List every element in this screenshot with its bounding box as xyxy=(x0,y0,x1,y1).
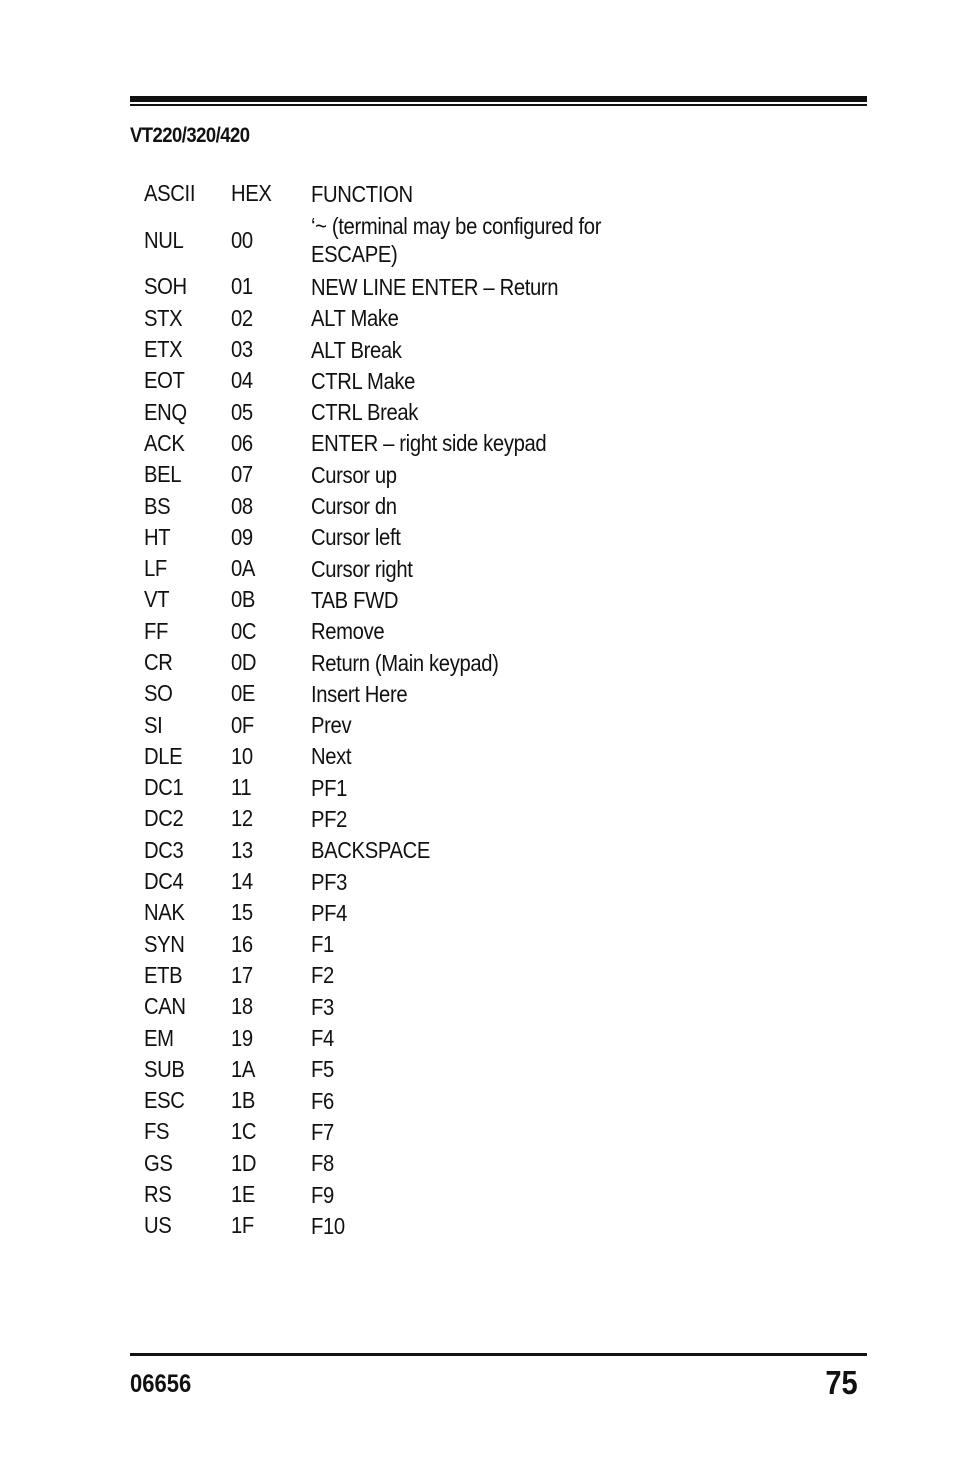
ascii-cell: GS xyxy=(144,1149,173,1176)
table-row xyxy=(144,1116,704,1147)
table-row xyxy=(144,365,704,396)
table-row xyxy=(144,866,704,897)
hex-cell: 1D xyxy=(231,1149,257,1176)
page-number: 75 xyxy=(825,1364,858,1401)
function-cell: Cursor left xyxy=(311,524,401,551)
hex-cell: 08 xyxy=(231,492,253,519)
table-row xyxy=(144,616,704,647)
hex-cell: 0A xyxy=(231,555,256,582)
ascii-cell: FF xyxy=(144,617,169,644)
column-header-hex: HEX xyxy=(231,180,272,207)
function-cell: Cursor up xyxy=(311,461,397,488)
hex-cell: 1B xyxy=(231,1087,256,1114)
document-number: 06656 xyxy=(130,1370,192,1398)
table-row xyxy=(144,271,704,302)
hex-cell: 07 xyxy=(231,461,253,488)
table-row xyxy=(144,647,704,678)
hex-cell: 0E xyxy=(231,680,256,707)
function-cell: F6 xyxy=(311,1087,334,1114)
function-cell: F1 xyxy=(311,931,334,958)
ascii-cell: ACK xyxy=(144,429,185,456)
ascii-cell: US xyxy=(144,1212,172,1239)
table-row xyxy=(144,1210,704,1241)
table-row xyxy=(144,835,704,866)
hex-cell: 0C xyxy=(231,617,257,644)
hex-cell: 16 xyxy=(231,930,253,957)
ascii-cell: ETX xyxy=(144,336,183,363)
ascii-cell: ENQ xyxy=(144,398,187,425)
table-row xyxy=(144,334,704,365)
table-row xyxy=(144,991,704,1022)
hex-cell: 11 xyxy=(231,774,252,801)
table-header-row xyxy=(144,178,704,209)
function-cell: F3 xyxy=(311,993,334,1020)
table-row xyxy=(144,428,704,459)
function-cell: ENTER – right side keypad xyxy=(311,430,547,457)
function-cell: NEW LINE ENTER – Return xyxy=(311,273,559,300)
table-body xyxy=(144,209,704,1241)
ascii-cell: RS xyxy=(144,1181,172,1208)
column-header-ascii: ASCII xyxy=(144,180,196,207)
hex-cell: 03 xyxy=(231,336,253,363)
hex-cell: 06 xyxy=(231,429,253,456)
ascii-cell: NUL xyxy=(144,226,184,253)
table-row xyxy=(144,678,704,709)
function-cell: F9 xyxy=(311,1181,334,1208)
hex-cell: 1A xyxy=(231,1055,256,1082)
hex-cell: 04 xyxy=(231,367,253,394)
function-cell: F7 xyxy=(311,1118,334,1145)
table-row xyxy=(144,303,704,334)
hex-cell: 13 xyxy=(231,836,253,863)
function-cell: CTRL Break xyxy=(311,399,419,426)
ascii-cell: EOT xyxy=(144,367,185,394)
hex-cell: 0F xyxy=(231,711,254,738)
hex-cell: 12 xyxy=(231,805,253,832)
table-row xyxy=(144,741,704,772)
ascii-cell: SUB xyxy=(144,1055,185,1082)
function-cell: F5 xyxy=(311,1056,334,1083)
hex-cell: 19 xyxy=(231,1024,253,1051)
table-row xyxy=(144,522,704,553)
section-title: VT220/320/420 xyxy=(130,124,250,147)
function-cell: PF1 xyxy=(311,774,348,801)
hex-cell: 18 xyxy=(231,993,253,1020)
function-cell: Cursor right xyxy=(311,555,413,582)
ascii-cell: HT xyxy=(144,523,171,550)
function-cell: ALT Break xyxy=(311,336,402,363)
header-rule-thick xyxy=(130,96,867,102)
ascii-cell: LF xyxy=(144,555,167,582)
hex-cell: 01 xyxy=(231,273,253,300)
hex-cell: 00 xyxy=(231,226,253,253)
ascii-cell: CAN xyxy=(144,993,186,1020)
hex-cell: 1C xyxy=(231,1118,257,1145)
ascii-cell: BS xyxy=(144,492,171,519)
table-row xyxy=(144,1054,704,1085)
ascii-cell: DC1 xyxy=(144,774,184,801)
hex-cell: 14 xyxy=(231,868,253,895)
function-cell: BACKSPACE xyxy=(311,837,431,864)
ascii-cell: BEL xyxy=(144,461,182,488)
function-cell: TAB FWD xyxy=(311,586,399,613)
ascii-cell: ETB xyxy=(144,961,183,988)
hex-cell: 1F xyxy=(231,1212,254,1239)
table-row xyxy=(144,1022,704,1053)
hex-cell: 05 xyxy=(231,398,253,425)
ascii-cell: SO xyxy=(144,680,173,707)
table-row xyxy=(144,960,704,991)
function-cell: Prev xyxy=(311,712,352,739)
hex-cell: 17 xyxy=(231,961,253,988)
ascii-cell: SYN xyxy=(144,930,185,957)
table-row xyxy=(144,459,704,490)
table-row xyxy=(144,1179,704,1210)
footer-rule xyxy=(130,1353,867,1356)
ascii-cell: VT xyxy=(144,586,170,613)
function-cell: Insert Here xyxy=(311,680,408,707)
table-row xyxy=(144,803,704,834)
ascii-cell: DC2 xyxy=(144,805,184,832)
table-row xyxy=(144,1085,704,1116)
hex-cell: 15 xyxy=(231,899,253,926)
function-cell: F10 xyxy=(311,1212,345,1239)
function-cell: Next xyxy=(311,743,352,770)
ascii-cell: NAK xyxy=(144,899,185,926)
function-cell: Return (Main keypad) xyxy=(311,649,499,676)
hex-cell: 09 xyxy=(231,523,253,550)
hex-cell: 1E xyxy=(231,1181,256,1208)
function-cell: ALT Make xyxy=(311,305,399,332)
hex-cell: 0D xyxy=(231,649,257,675)
table-row xyxy=(144,490,704,521)
hex-cell: 10 xyxy=(231,742,253,769)
table-row xyxy=(144,1148,704,1179)
ascii-cell: CR xyxy=(144,649,173,675)
ascii-cell: DC4 xyxy=(144,868,184,895)
ascii-cell: EM xyxy=(144,1024,174,1051)
function-cell: PF2 xyxy=(311,805,348,832)
table-row xyxy=(144,897,704,928)
table-row xyxy=(144,553,704,584)
ascii-cell: SI xyxy=(144,711,163,738)
function-cell: ‘~ (terminal may be configured for ESCAPE) xyxy=(311,213,602,268)
function-cell: Remove xyxy=(311,618,385,645)
table-row xyxy=(144,929,704,960)
ascii-cell: SOH xyxy=(144,273,187,300)
table-row xyxy=(144,709,704,740)
function-cell: PF4 xyxy=(311,899,348,926)
column-header-function: FUNCTION xyxy=(311,180,413,207)
ascii-cell: FS xyxy=(144,1118,170,1145)
table-row xyxy=(144,584,704,615)
function-cell: Cursor dn xyxy=(311,493,397,520)
function-cell: F2 xyxy=(311,962,334,989)
hex-cell: 0B xyxy=(231,586,256,613)
hex-cell: 02 xyxy=(231,304,253,331)
ascii-cell: DC3 xyxy=(144,836,184,863)
table-row xyxy=(144,772,704,803)
function-cell: PF3 xyxy=(311,868,348,895)
table-row xyxy=(144,209,704,271)
function-cell: F8 xyxy=(311,1150,334,1177)
table-row xyxy=(144,396,704,427)
header-rule-thin xyxy=(130,104,867,106)
ascii-hex-function-table xyxy=(144,178,704,1242)
function-cell: F4 xyxy=(311,1025,334,1052)
ascii-cell: STX xyxy=(144,304,183,331)
ascii-cell: DLE xyxy=(144,742,183,769)
function-cell: CTRL Make xyxy=(311,367,416,394)
ascii-cell: ESC xyxy=(144,1087,185,1114)
